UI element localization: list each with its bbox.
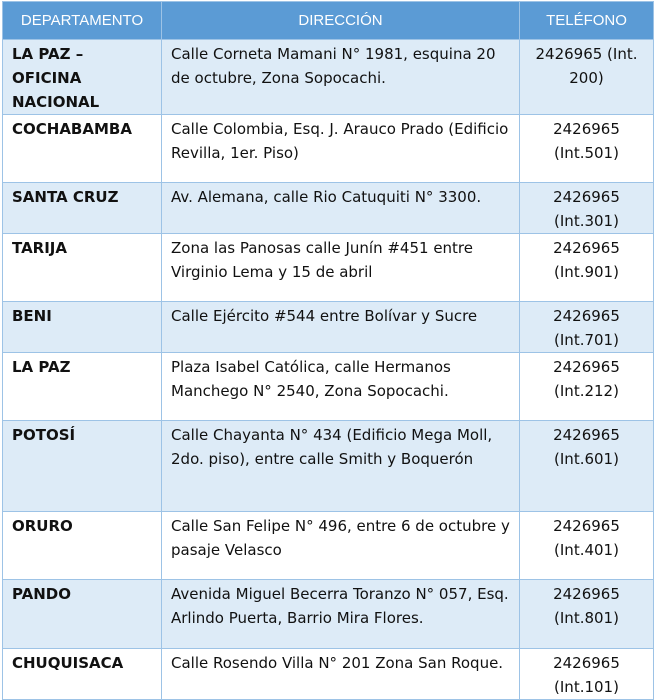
- cell-telefono: 2426965 (Int.401): [520, 512, 654, 580]
- cell-departamento: COCHABAMBA: [3, 115, 162, 183]
- table-row-chuquisaca: [3, 649, 654, 700]
- cell-departamento: TARIJA: [3, 234, 162, 302]
- cell-direccion: Plaza Isabel Católica, calle Hermanos Manchego N° 2540, Zona Sopocachi.: [162, 353, 520, 421]
- cell-direccion: Calle Corneta Mamani N° 1981, esquina 20 de octubre, Zona Sopocachi.: [162, 40, 520, 115]
- cell-direccion: Calle Chayanta N° 434 (Edificio Mega Moll, 2do. piso), entre calle Smith y Boquerón: [162, 421, 520, 512]
- cell-departamento: CHUQUISACA: [3, 649, 162, 700]
- cell-departamento: LA PAZ – OFICINA NACIONAL: [3, 40, 162, 115]
- cell-telefono: 2426965 (Int.701): [520, 302, 654, 353]
- table-row-oruro: [3, 512, 654, 580]
- cell-telefono: 2426965 (Int.501): [520, 115, 654, 183]
- cell-departamento: ORURO: [3, 512, 162, 580]
- cell-departamento: LA PAZ: [3, 353, 162, 421]
- header-direccion: DIRECCIÓN: [162, 2, 520, 40]
- cell-telefono: 2426965 (Int.101): [520, 649, 654, 700]
- cell-telefono: 2426965 (Int. 200): [535, 45, 638, 87]
- cell-departamento: PANDO: [3, 580, 162, 649]
- table-row-cochabamba: [3, 115, 654, 183]
- cell-departamento: POTOSÍ: [3, 421, 162, 512]
- table-row-la-paz-oficina-nacional: [3, 40, 654, 115]
- table-row-potosi: [3, 421, 654, 512]
- table-row-la-paz: [3, 353, 654, 421]
- cell-direccion: Avenida Miguel Becerra Toranzo N° 057, Esq. Arlindo Puerta, Barrio Mira Flores.: [162, 580, 520, 649]
- table-row-beni: [3, 302, 654, 353]
- cell-direccion: Av. Alemana, calle Rio Catuquiti N° 3300.: [162, 183, 520, 234]
- cell-telefono-editable[interactable]: [520, 40, 654, 115]
- table-row-santa-cruz: [3, 183, 654, 234]
- cell-telefono: 2426965 (Int.601): [520, 421, 654, 512]
- cell-direccion: Calle Ejército #544 entre Bolívar y Sucre: [162, 302, 520, 353]
- cell-telefono: 2426965 (Int.301): [520, 183, 654, 234]
- table-row-pando: [3, 580, 654, 649]
- header-departamento: DEPARTAMENTO: [3, 2, 162, 40]
- cell-direccion: Calle San Felipe N° 496, entre 6 de octubre y pasaje Velasco: [162, 512, 520, 580]
- cell-telefono: 2426965 (Int.212): [520, 353, 654, 421]
- cell-direccion: Calle Colombia, Esq. J. Arauco Prado (Edificio Revilla, 1er. Piso): [162, 115, 520, 183]
- cell-direccion: Calle Rosendo Villa N° 201 Zona San Roque.: [162, 649, 520, 700]
- table-row-tarija: [3, 234, 654, 302]
- cell-direccion: Zona las Panosas calle Junín #451 entre Virginio Lema y 15 de abril: [162, 234, 520, 302]
- cell-telefono: 2426965 (Int.901): [520, 234, 654, 302]
- offices-table: [2, 1, 654, 700]
- cell-departamento: SANTA CRUZ: [3, 183, 162, 234]
- cell-departamento: BENI: [3, 302, 162, 353]
- header-telefono: TELÉFONO: [520, 2, 654, 40]
- cell-telefono: 2426965 (Int.801): [520, 580, 654, 649]
- header-row: [3, 2, 654, 40]
